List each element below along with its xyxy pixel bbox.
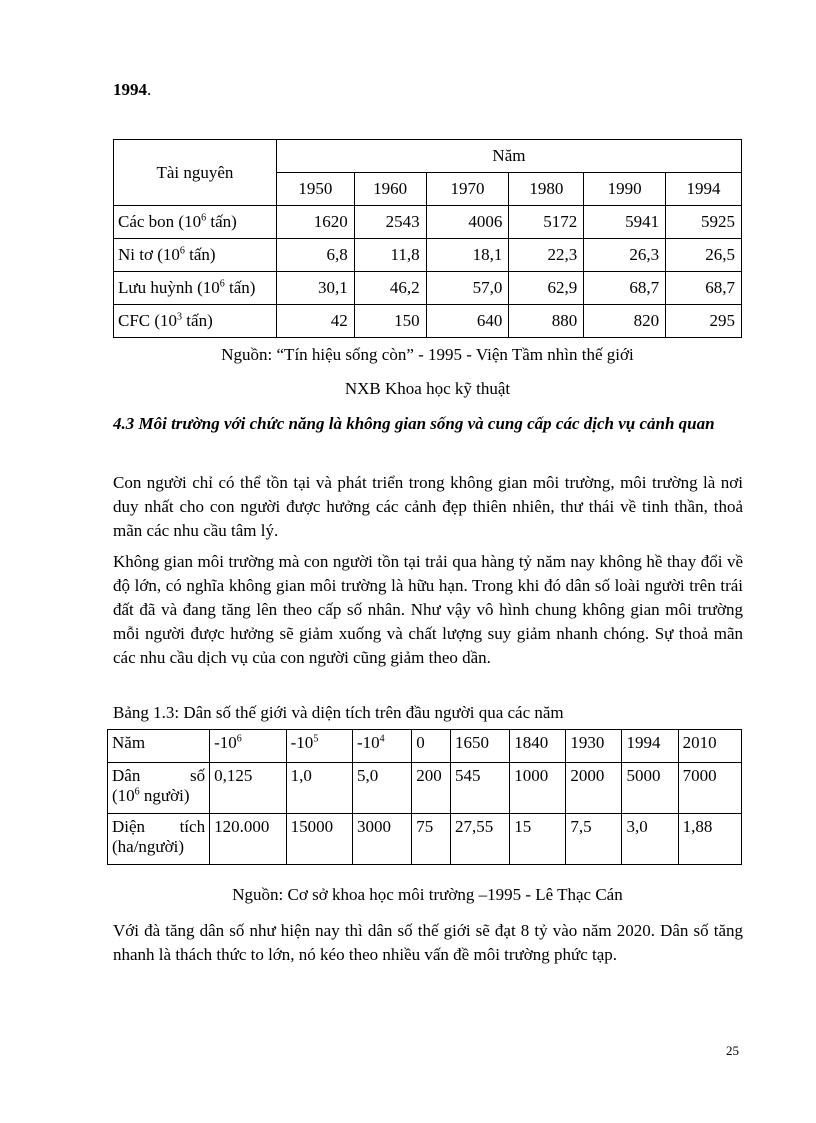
cell: $-10^4$ bbox=[353, 730, 412, 763]
cell: 26,3 bbox=[584, 239, 666, 272]
cell: 18,1 bbox=[426, 239, 509, 272]
table1-group-header: Năm bbox=[276, 140, 741, 173]
cell: 1,88 bbox=[678, 814, 741, 865]
table1-year: 1950 bbox=[276, 173, 354, 206]
table1-year: 1970 bbox=[426, 173, 509, 206]
cell: 15000 bbox=[286, 814, 352, 865]
cell: 5,0 bbox=[353, 763, 412, 814]
cell: 7000 bbox=[678, 763, 741, 814]
cell: 295 bbox=[666, 305, 742, 338]
cell: 3,0 bbox=[622, 814, 678, 865]
cell: 1,0 bbox=[286, 763, 352, 814]
row-label: Các bon ($10^6$ tấn) bbox=[114, 206, 277, 239]
cell: 2000 bbox=[566, 763, 622, 814]
cell: 15 bbox=[510, 814, 566, 865]
cell: 62,9 bbox=[509, 272, 584, 305]
paragraph-3: Với đà tăng dân số như hiện nay thì dân số thế giới sẽ đạt 8 tỷ vào năm 2020. Dân số tăng nhanh là thách thức to lớn, nó kéo theo nhiều vấn đề môi trường phức tạp. bbox=[113, 921, 743, 964]
row-label: Năm bbox=[108, 730, 210, 763]
table-row bbox=[108, 763, 742, 814]
population-table bbox=[107, 729, 742, 865]
cell: 7,5 bbox=[566, 814, 622, 865]
cell: 2010 bbox=[678, 730, 741, 763]
cell: $-10^5$ bbox=[286, 730, 352, 763]
cell: 11,8 bbox=[354, 239, 426, 272]
cell: $-10^6$ bbox=[210, 730, 287, 763]
table1-year: 1994 bbox=[666, 173, 742, 206]
cell: 57,0 bbox=[426, 272, 509, 305]
table1-year: 1960 bbox=[354, 173, 426, 206]
table1-row-header: Tài nguyên bbox=[114, 140, 277, 206]
cell: 1994 bbox=[622, 730, 678, 763]
lead-year: 1994. bbox=[113, 80, 152, 99]
cell: 1650 bbox=[450, 730, 509, 763]
table-row bbox=[108, 814, 742, 865]
cell: 5000 bbox=[622, 763, 678, 814]
row-label: Dân số ($10^6$ người) bbox=[108, 763, 210, 814]
table-row bbox=[114, 239, 742, 272]
cell: 545 bbox=[450, 763, 509, 814]
resource-emissions-table bbox=[113, 139, 742, 338]
cell: 1840 bbox=[510, 730, 566, 763]
cell: 120.000 bbox=[210, 814, 287, 865]
source-line-1: Nguồn: “Tín hiệu sống còn” - 1995 - Viện Tầm nhìn thế giới bbox=[221, 345, 634, 364]
cell: 1000 bbox=[510, 763, 566, 814]
cell: 3000 bbox=[353, 814, 412, 865]
table-row bbox=[114, 206, 742, 239]
cell: 68,7 bbox=[584, 272, 666, 305]
cell: 880 bbox=[509, 305, 584, 338]
cell: 6,8 bbox=[276, 239, 354, 272]
paragraph-1: Con người chỉ có thể tồn tại và phát triển trong không gian môi trường, môi trường là nơi duy nhất cho con người được hưởng các cảnh đẹp thiên nhiên, thư thái về tinh thần, thoả mãn các nhu cầu tâm lý. bbox=[113, 473, 743, 540]
table1-year: 1980 bbox=[509, 173, 584, 206]
source-line-table2: Nguồn: Cơ sở khoa học môi trường –1995 - Lê Thạc Cán bbox=[232, 885, 623, 904]
cell: 4006 bbox=[426, 206, 509, 239]
cell: 5172 bbox=[509, 206, 584, 239]
row-label: Lưu huỳnh ($10^6$ tấn) bbox=[114, 272, 277, 305]
cell: 820 bbox=[584, 305, 666, 338]
cell: 27,55 bbox=[450, 814, 509, 865]
table-row bbox=[108, 730, 742, 763]
section-heading: 4.3 Môi trường với chức năng là không gian sống và cung cấp các dịch vụ cảnh quan bbox=[113, 414, 715, 433]
cell: 0 bbox=[412, 730, 451, 763]
cell: 75 bbox=[412, 814, 451, 865]
cell: 2543 bbox=[354, 206, 426, 239]
row-label: Ni tơ ($10^6$ tấn) bbox=[114, 239, 277, 272]
cell: 5941 bbox=[584, 206, 666, 239]
cell: 26,5 bbox=[666, 239, 742, 272]
cell: 42 bbox=[276, 305, 354, 338]
cell: 200 bbox=[412, 763, 451, 814]
row-label: CFC ($10^3$ tấn) bbox=[114, 305, 277, 338]
cell: 0,125 bbox=[210, 763, 287, 814]
row-label: Diện tích (ha/người) bbox=[108, 814, 210, 865]
source-line-2: NXB Khoa học kỹ thuật bbox=[344, 379, 511, 398]
cell: 1930 bbox=[566, 730, 622, 763]
cell: 30,1 bbox=[276, 272, 354, 305]
cell: 5925 bbox=[666, 206, 742, 239]
table2-caption: Bảng 1.3: Dân số thế giới và diện tích trên đầu người qua các năm bbox=[113, 703, 564, 722]
table-row bbox=[114, 272, 742, 305]
cell: 150 bbox=[354, 305, 426, 338]
table1-year: 1990 bbox=[584, 173, 666, 206]
paragraph-2: Không gian môi trường mà con người tồn tại trải qua hàng tỷ năm nay không hề thay đổi về độ lớn, có nghĩa không gian môi trường là hữu hạn. Trong khi đó dân số loài người trên trái đất đã và đang tăng lên theo cấp số nhân. Như vậy vô hình chung không gian môi trường mỗi người được hưởng sẽ giảm xuống và chất lượng suy giảm nhanh chóng. Sự thoả mãn các nhu cầu dịch vụ của con người cũng giảm theo dần. bbox=[113, 552, 743, 667]
cell: 1620 bbox=[276, 206, 354, 239]
cell: 46,2 bbox=[354, 272, 426, 305]
cell: 22,3 bbox=[509, 239, 584, 272]
cell: 68,7 bbox=[666, 272, 742, 305]
table-row bbox=[114, 305, 742, 338]
page-number: 25 bbox=[726, 1043, 739, 1058]
cell: 640 bbox=[426, 305, 509, 338]
